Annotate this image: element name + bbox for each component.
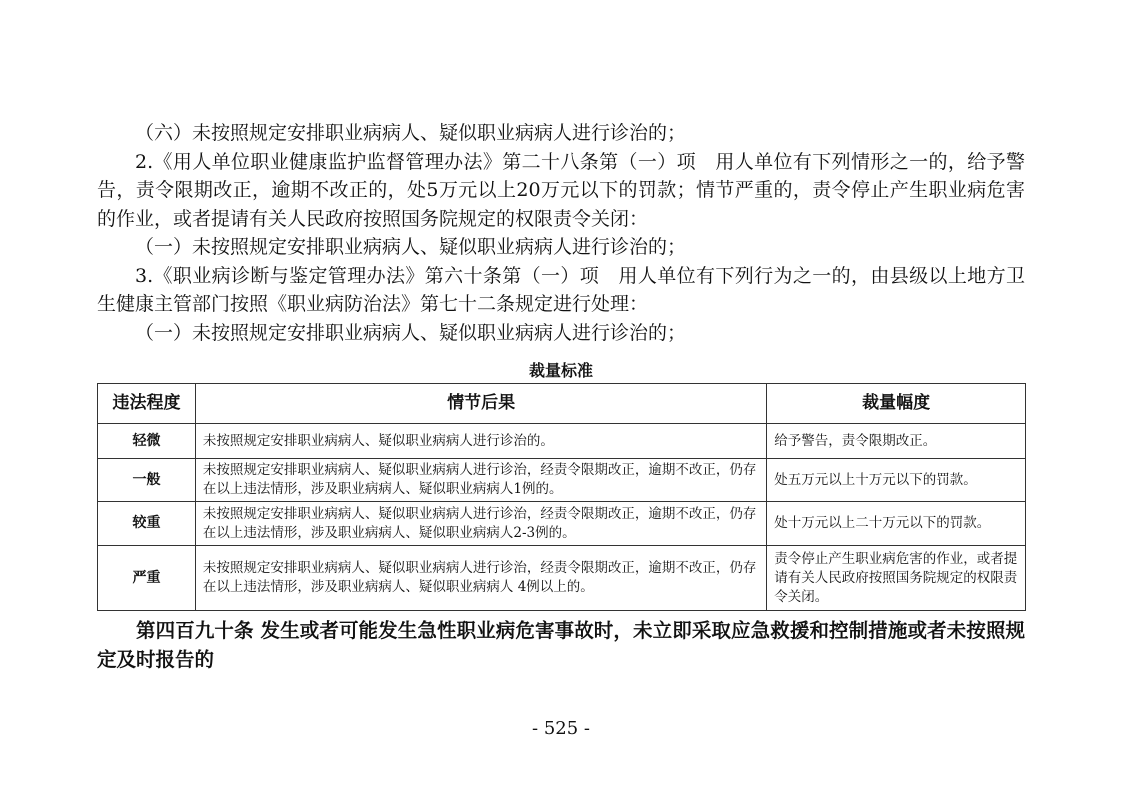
level-cell: 轻微 <box>98 424 196 459</box>
paragraph: 3.《职业病诊断与鉴定管理办法》第六十条第（一）项 用人单位有下列行为之一的，由县级以上地方卫生健康主管部门按照《职业病防治法》第七十二条规定进行处理： <box>97 264 1025 315</box>
table-row <box>98 546 1026 611</box>
circumstance-cell: 未按照规定安排职业病病人、疑似职业病病人进行诊治，经责令限期改正，逾期不改正，仍存在以上违法情形，涉及职业病病人、疑似职业病病人2-3例的。 <box>195 502 766 546</box>
table-row <box>98 424 1026 459</box>
body-text <box>97 119 1025 347</box>
penalty-cell: 给予警告，责令限期改正。 <box>767 424 1026 459</box>
table-header-row <box>98 384 1026 424</box>
penalty-cell: 责令停止产生职业病危害的作业，或者提请有关人民政府按照国务院规定的权限责令关闭。 <box>767 546 1026 611</box>
table-row <box>98 459 1026 502</box>
paragraph: 2.《用人单位职业健康监护监督管理办法》第二十八条第（一）项 用人单位有下列情形之一的，给予警告，责令限期改正，逾期不改正的，处5万元以上20万元以下的罚款；情节严重的，责令停止产生职业病危害的作业，或者提请有关人民政府按照国务院规定的权限责令关闭： <box>97 150 1025 230</box>
penalty-cell: 处十万元以上二十万元以下的罚款。 <box>767 502 1026 546</box>
paragraph: （一）未按照规定安排职业病病人、疑似职业病病人进行诊治的； <box>135 236 687 258</box>
discretion-table <box>97 383 1026 611</box>
header-cell: 裁量幅度 <box>767 384 1026 424</box>
circumstance-cell: 未按照规定安排职业病病人、疑似职业病病人进行诊治，经责令限期改正，逾期不改正，仍存在以上违法情形，涉及职业病病人、疑似职业病病人 4例以上的。 <box>195 546 766 611</box>
paragraph: （一）未按照规定安排职业病病人、疑似职业病病人进行诊治的； <box>135 321 687 344</box>
article-heading: 第四百九十条 发生或者可能发生急性职业病危害事故时，未立即采取应急救援和控制措施或者未按照规定及时报告的 <box>97 619 1025 671</box>
penalty-cell: 处五万元以上十万元以下的罚款。 <box>767 459 1026 502</box>
page-number: - 525 - <box>532 718 590 739</box>
level-cell: 严重 <box>98 546 196 611</box>
header-cell: 情节后果 <box>195 384 766 424</box>
header-cell: 违法程度 <box>98 384 196 424</box>
table-row <box>98 502 1026 546</box>
table-title: 裁量标准 <box>528 361 593 380</box>
circumstance-cell: 未按照规定安排职业病病人、疑似职业病病人进行诊治，经责令限期改正，逾期不改正，仍存在以上违法情形，涉及职业病病人、疑似职业病病人1例的。 <box>195 459 766 502</box>
circumstance-cell: 未按照规定安排职业病病人、疑似职业病病人进行诊治的。 <box>195 424 766 459</box>
paragraph: （六）未按照规定安排职业病病人、疑似职业病病人进行诊治的； <box>135 122 687 144</box>
level-cell: 一般 <box>98 459 196 502</box>
level-cell: 较重 <box>98 502 196 546</box>
